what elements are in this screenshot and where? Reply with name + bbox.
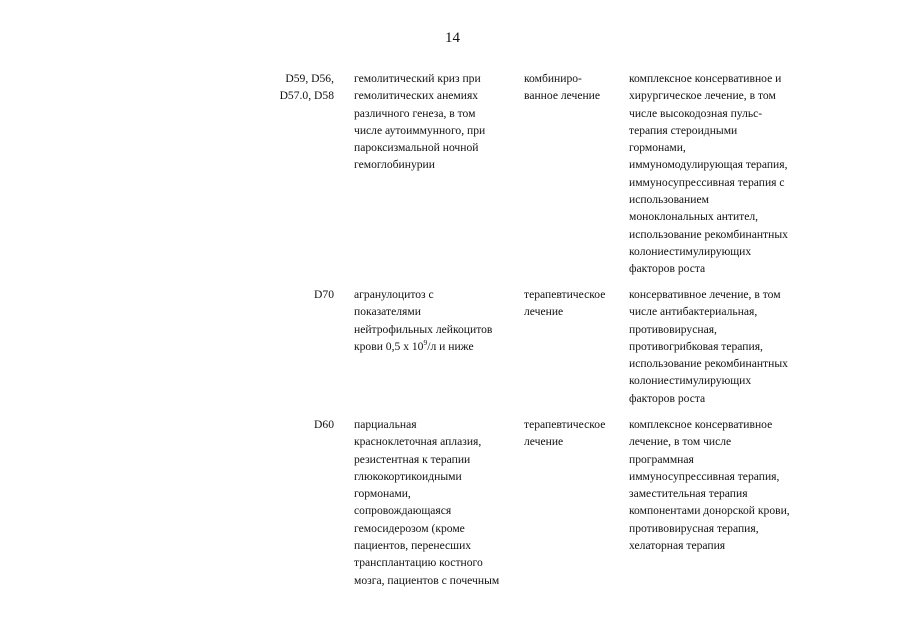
diagnosis-line: гемосидерозом (кроме (354, 521, 465, 535)
treatment-type-cell (524, 286, 605, 321)
method-line: программная (629, 452, 694, 466)
treatment-type-cell (524, 70, 600, 105)
method-line: иммуносупрессивная терапия с (629, 175, 785, 189)
method-line: моноклональных антител, (629, 210, 759, 224)
method-line: хелаторная терапия (629, 539, 726, 553)
method-line: терапия стероидными (629, 123, 738, 137)
diagnosis-line: гемолитических анемиях (354, 89, 479, 103)
exponent: 9 (423, 338, 428, 348)
diagnosis-line: мозга, пациентов с почечным (354, 573, 500, 587)
code-line: D60 (314, 418, 334, 431)
method-line: иммуносупрессивная терапия, (629, 469, 780, 483)
diagnosis-line: гемолитический криз при (354, 72, 481, 85)
method-line: комплексное консервативное и (629, 72, 782, 85)
diagnosis-code-cell (268, 286, 334, 303)
method-line: использование рекомбинантных (629, 357, 788, 371)
treatment-method-cell (629, 416, 790, 554)
page-number: 14 (445, 30, 460, 46)
diagnosis-line: различного генеза, в том (354, 106, 476, 120)
treatment-type-line: лечение (524, 435, 564, 449)
treatment-type-cell (524, 416, 605, 451)
diagnosis-line: пациентов, перенесших (354, 539, 472, 553)
method-line: противовирусная терапия, (629, 521, 759, 535)
method-line: противовирусная, (629, 322, 717, 336)
treatment-method-cell (629, 286, 788, 407)
method-line: консервативное лечение, в том (629, 288, 781, 301)
method-line: колониестимулирующих (629, 374, 752, 388)
diagnosis-line: трансплантацию костного (354, 556, 483, 570)
diagnosis-line: сопровождающаяся (354, 504, 452, 518)
diagnosis-text: /л и ниже (427, 339, 474, 353)
diagnosis-cell (354, 70, 485, 174)
code-line: D70 (314, 288, 334, 301)
diagnosis-line: резистентная к терапии (354, 452, 471, 466)
method-line: комплексное консервативное (629, 418, 773, 431)
diagnosis-line: пароксизмальной ночной (354, 141, 479, 155)
method-line: хирургическое лечение, в том (629, 89, 776, 103)
method-line: противогрибковая терапия, (629, 339, 763, 353)
treatment-type-line: комбиниро- (524, 72, 582, 85)
diagnosis-line: парциальная (354, 418, 417, 431)
method-line: лечение, в том числе (629, 435, 732, 449)
treatment-type-line: терапевтическое (524, 288, 606, 301)
method-line: колониестимулирующих (629, 244, 752, 258)
diagnosis-line: красноклеточная аплазия, (354, 435, 482, 449)
diagnosis-line: глюкокортикоидными (354, 469, 462, 483)
method-line: числе высокодозная пульс- (629, 106, 763, 120)
method-line: иммуномодулирующая терапия, (629, 158, 788, 172)
diagnosis-line: гормонами, (354, 487, 411, 501)
treatment-type-line: терапевтическое (524, 418, 606, 431)
method-line: компонентами донорской крови, (629, 504, 790, 518)
treatment-type-line: ванное лечение (524, 89, 601, 103)
diagnosis-code-cell (268, 70, 334, 105)
diagnosis-code-cell (268, 416, 334, 433)
method-line: использование рекомбинантных (629, 227, 788, 241)
method-line: факторов роста (629, 391, 706, 405)
diagnosis-cell (354, 416, 499, 589)
method-line: гормонами, (629, 141, 686, 155)
diagnosis-text: крови 0,5 х 10 (354, 339, 424, 353)
diagnosis-line: гемоглобинурии (354, 158, 435, 172)
diagnosis-line: числе аутоиммунного, при (354, 123, 486, 137)
code-line: D57.0, D58 (279, 89, 334, 103)
diagnosis-line (354, 338, 492, 355)
method-line: факторов роста (629, 262, 706, 276)
code-line: D59, D56, (285, 72, 334, 85)
treatment-method-cell (629, 70, 788, 278)
diagnosis-cell (354, 286, 492, 355)
method-line: заместительная терапия (629, 487, 748, 501)
diagnosis-line: показателями (354, 305, 421, 319)
method-line: использованием (629, 193, 709, 207)
treatment-type-line: лечение (524, 305, 564, 319)
diagnosis-line: нейтрофильных лейкоцитов (354, 322, 493, 336)
diagnosis-line: агранулоцитоз с (354, 288, 434, 301)
method-line: числе антибактериальная, (629, 305, 758, 319)
